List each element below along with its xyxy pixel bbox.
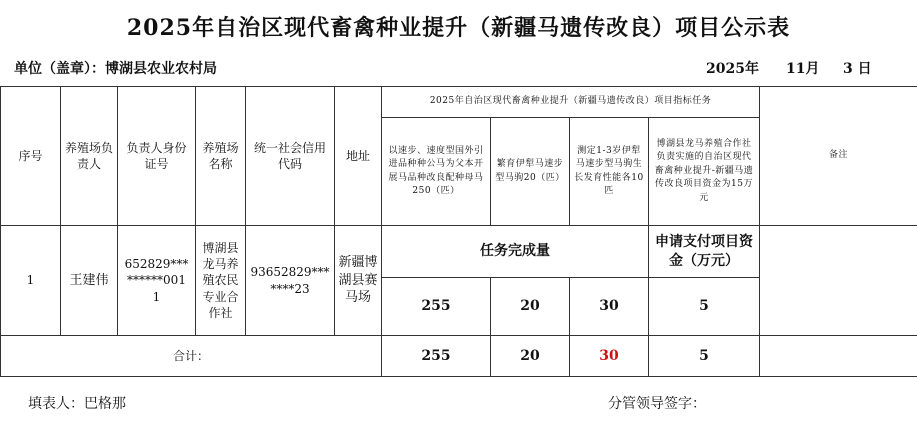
total-remark: [760, 336, 917, 377]
header-task-3: 测定1-3岁伊犁马速步型马驹生长发育性能各10匹: [570, 118, 649, 226]
row-id-no: 652829*** ******001 1: [118, 226, 196, 336]
row-credit-code: 93652829*** ****23: [246, 226, 335, 336]
date-day: 3 日: [843, 61, 872, 77]
header-id-no: 负责人身份证号: [118, 87, 196, 226]
total-label: 合计：: [1, 336, 382, 377]
unit-label: 单位（盖章）：博湖县农业农村局: [14, 61, 217, 77]
total-value-1: 255: [382, 336, 491, 377]
header-address: 地址: [335, 87, 382, 226]
row-value-2: 20: [491, 278, 570, 336]
header-credit-code: 统一社会信用代码: [246, 87, 335, 226]
header-farm-name: 养殖场名称: [196, 87, 246, 226]
row-remark: [760, 226, 917, 336]
row-value-4: 5: [649, 278, 760, 336]
row-farm-name: 博湖县龙马养殖农民专业合作社: [196, 226, 246, 336]
leader-signature-label: 分管领导签字：: [608, 396, 706, 412]
row-seq: 1: [1, 226, 61, 336]
header-task-group: 2025年自治区现代畜禽种业提升（新疆马遗传改良）项目指标任务: [382, 87, 760, 118]
total-value-4: 5: [649, 336, 760, 377]
header-farm-head: 养殖场负责人: [61, 87, 118, 226]
project-table: [0, 86, 917, 377]
date-month: 11月: [786, 61, 820, 77]
row-address: 新疆博湖县赛马场: [335, 226, 382, 336]
completion-label: 任务完成量: [382, 226, 649, 278]
total-value-3: 30: [570, 336, 649, 377]
header-seq: 序号: [1, 87, 61, 226]
header-remark: 备注: [760, 87, 917, 226]
header-task-4: 博湖县龙马养殖合作社负责实施的自治区现代畜禽种业提升-新疆马遗传改良项目资金为15万元: [649, 118, 760, 226]
date-year: 2025年: [706, 61, 759, 77]
row-value-1: 255: [382, 278, 491, 336]
header-task-2: 繁育伊犁马速步型马驹20（匹）: [491, 118, 570, 226]
total-value-2: 20: [491, 336, 570, 377]
page-title: 2025年自治区现代畜禽种业提升（新疆马遗传改良）项目公示表: [126, 14, 791, 41]
funds-label: 申请支付项目资金（万元）: [649, 226, 760, 278]
header-task-1: 以速步、速度型国外引进品种种公马为父本开展马品种改良配种母马250（匹）: [382, 118, 491, 226]
row-farm-head: 王建伟: [61, 226, 118, 336]
row-value-3: 30: [570, 278, 649, 336]
filler-label: 填表人：巴格那: [28, 396, 126, 412]
